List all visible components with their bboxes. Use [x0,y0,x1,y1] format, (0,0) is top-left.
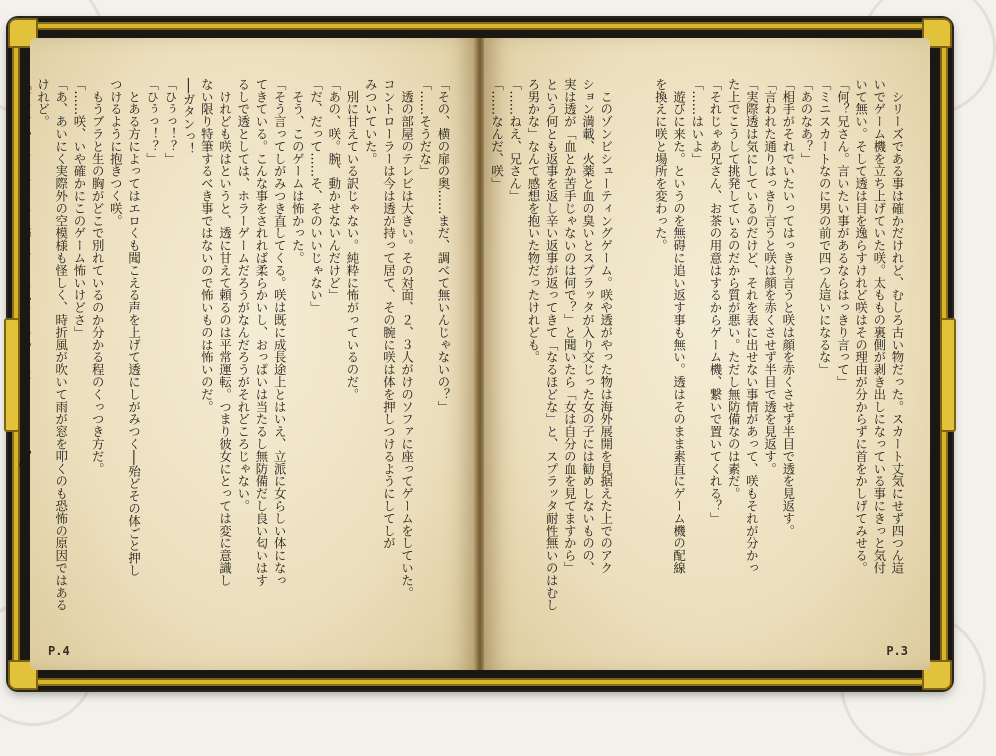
right-page-number: P.3 [886,644,908,658]
right-page [484,38,930,670]
side-tab-right [940,318,956,432]
left-page-text: 「その、横の扉の奥……まだ、調べて無いんじゃないの？」 「……そうだな」 透の部屋のテレビは大きい。その対面、２、３人がけのソファに座ってゲームをしていた。 コントローラーは今は透が持って居て、その腕に咲は体を押しつけるようにしてしが みついていた。 別に甘えている訳じゃない。純粋に怖がっているのだ。 「あの、咲。腕、動かせないんだけど」 「だ、だって……そ、そのいいじゃない」 そう、このゲームは怖かった。 「そう言ってしがみつき直してくる。咲は既に成長途上とはいえ、立派に女らしい体になっ てきている。こんな事をされれば柔らかいし、おっぱいは当たるし無防備だし良い匂いはす るしで透としては、ホラーゲームだろうがなんだろうがそれどころじゃない。 けれども咲はというと、透に甘えて頼るのは平常運転。つまり彼女にとっては変に意識し ない限り特筆するべき事ではないので怖いものは怖いのだ。 ──ガタンっ！ 「ひぅっ！？」 「ひぅっ！？」 とある方によってはエロくも聞こえる声を上げて透にしがみつく──殆どその体ごと押し つけるように抱きつく咲。 もうブラと生の胸がどこで別れているのか分かる程のくっつき方だ。 「……咲、いや確かにこのゲーム怖いけどさ」 「あ、あいにく実際外の空模様も怪しく、時折風が吹いて雨が窓を叩くのも恐怖の原因ではある けれど。 「だ、だって、こ、こんな怖さだとは思わなかったんだもの……！？」 [17,78,451,612]
left-page-number: P.4 [48,644,70,658]
right-page-text: シリーズである事は確かだけれど、むしろ古い物だった。スカート丈気にせず四つん這 いでゲーム機を立ち上げていた咲。太ももの裏側が剥き出しになっている事にきっと気付 いて無い。そして透は目を逸らすけれど咲はその理由が分からずに首をかしげてみせる。 「何？兄さん。言いたい事があるならはっきり言って」 「ミニスカートなのに男の前で四つん這いになるな」 「あのなあ？」 「相手がそれでいたいってはっきり言うと咲は顔を赤くさせず半目で透を見返す。 「言われた通りはっきり言うと咲は顔を赤くさせず半目で透を見返す。 「実際透は気にしているのだけど、それを表に出せない事情があって、咲もそれが分かっ た上でこうして挑発しているのだから質が悪い。ただし無防備なのは素だ。 「それじゃあ兄さん、お茶の用意はするからゲーム機、繋いで置いてくれる？」 「……はいよ」 遊びに来た。というのを無碍に追い返す事も無い。透はそのまま素直にゲーム機の配線 を換えに咲と場所を変わった。 このゾンビシューティングゲーム。咲や透がやった物は海外展開を見据えた上でのアク ション満載、火薬と血の臭いとスプラッタが入り交じった女の子には勧めしないものの、 実は透が「血とか苦手じゃないのは何で？」と聞いたら「女は自分の血を見てますから」 という何とも返事を返し辛い返事が返ってきて「なるほどな」と、スプラッタ耐性無いのはむし ろ男かな」なんて感想を抱いた物だったけれども。 「……ねえ、兄さん」 「……なんだ、咲」 [489,78,905,612]
open-book [8,18,952,690]
left-page [17,38,476,670]
